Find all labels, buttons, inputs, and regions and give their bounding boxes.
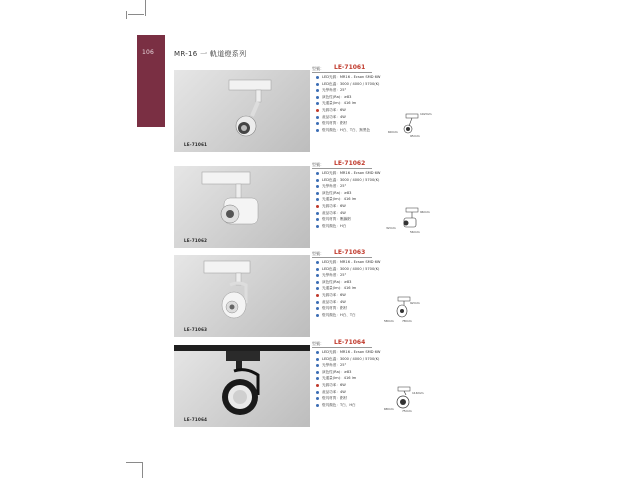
spec-label: LED光源 <box>322 75 337 79</box>
spec-value: 3000 / 4000 / 5700(K) <box>339 266 380 271</box>
page-number: 106 <box>142 49 155 56</box>
dimension-label: 56mm <box>410 230 420 234</box>
spec-value: 6W <box>339 292 346 297</box>
bullet-icon <box>316 261 319 264</box>
spec-label: 演色性(Ra) <box>322 94 341 99</box>
spec-label: LED色溫 <box>322 177 337 182</box>
spec-value: 3000 / 4000 / 5700(K) <box>339 356 380 361</box>
spec-label: 燈具顏色 <box>322 223 337 228</box>
spec-value: 壓鑄鋁 <box>339 217 351 222</box>
spec-value: 3000 / 4000 / 5700(K) <box>339 177 380 182</box>
spec-value: 416 lm <box>343 197 357 202</box>
spec-label: 演色性(Ra) <box>322 369 341 374</box>
photo-label: LE-71062 <box>184 238 208 243</box>
dimension-label: 102mm <box>420 112 432 116</box>
spec-item: 產品功率：4W <box>316 211 380 218</box>
product-photo <box>174 345 310 427</box>
dimension-label: 78mm <box>402 319 412 323</box>
spec-item: LED光源：MR16 - Ecson SMD 6W <box>316 171 380 178</box>
bullet-icon <box>316 129 319 132</box>
product-photo <box>174 70 310 152</box>
bullet-icon <box>316 397 319 400</box>
bullet-icon <box>316 89 319 92</box>
product-card <box>174 64 474 152</box>
spec-label: LED光源 <box>322 260 337 264</box>
bullet-icon <box>316 198 319 201</box>
spec-value: T白、H白 <box>339 402 356 407</box>
spec-item: 燈具顏色：H白、T白 <box>316 313 380 320</box>
spec-label: 演色性(Ra) <box>322 190 341 195</box>
spec-value: H白、T白、無黑色 <box>339 127 371 132</box>
spec-value: 3000 / 4000 / 5700(K) <box>339 81 380 86</box>
spec-label: 產品功率 <box>322 299 337 304</box>
spec-list <box>316 260 380 319</box>
spec-value: ≥83 <box>343 190 352 195</box>
spec-item: 燈具顏色：H白、T白、無黑色 <box>316 128 380 135</box>
crop-mark <box>145 0 146 16</box>
bullet-icon <box>316 274 319 277</box>
spec-value: 4W <box>339 114 346 119</box>
bullet-icon <box>316 96 319 99</box>
bullet-icon <box>316 192 319 195</box>
bullet-icon <box>316 205 319 208</box>
spec-label: LED色溫 <box>322 356 337 361</box>
spec-label: 光學角度 <box>322 88 337 93</box>
spec-item: LED色溫：3000 / 4000 / 5700(K) <box>316 178 380 185</box>
bullet-icon <box>316 371 319 374</box>
bullet-icon <box>316 109 319 112</box>
dimension-label: 60mm <box>388 130 398 134</box>
bullet-icon <box>316 185 319 188</box>
bullet-icon <box>316 294 319 297</box>
product-card <box>174 160 474 248</box>
dimension-label: 32mm <box>386 226 396 230</box>
spec-label: 光學角度 <box>322 184 337 189</box>
spec-value: MR16 - Ecson SMD 6W <box>339 171 381 175</box>
model-underline <box>312 72 372 73</box>
spec-item: 演色性(Ra)：≥83 <box>316 95 380 102</box>
bullet-icon <box>316 314 319 317</box>
spec-item: 光源功率：6W <box>316 204 380 211</box>
model-underline <box>312 168 372 169</box>
bullet-icon <box>316 76 319 79</box>
product-photo <box>174 255 310 337</box>
spec-item: 光學角度：25° <box>316 184 380 191</box>
spec-item: 產品功率：4W <box>316 390 380 397</box>
spec-value: 4W <box>339 299 346 304</box>
spec-label: LED色溫 <box>322 81 337 86</box>
spec-item: 演色性(Ra)：≥83 <box>316 370 380 377</box>
model-code: LE-71063 <box>334 249 366 256</box>
spec-value: 鋁材 <box>339 306 348 311</box>
bullet-icon <box>316 83 319 86</box>
spec-label: 產品功率 <box>322 114 337 119</box>
spec-item: 光源功率：6W <box>316 108 380 115</box>
spec-item: LED色溫：3000 / 4000 / 5700(K) <box>316 357 380 364</box>
spec-value: ≥83 <box>343 279 352 284</box>
spec-value: 鋁材 <box>339 121 348 126</box>
dimension-drawing <box>384 295 434 325</box>
bullet-icon <box>316 301 319 304</box>
model-prefix: 型號： <box>312 341 324 346</box>
spec-value: MR16 - Ecson SMD 6W <box>339 350 381 354</box>
bullet-icon <box>316 391 319 394</box>
spec-item: 光通量(lm)：416 lm <box>316 286 380 293</box>
spec-item: 光源功率：6W <box>316 383 380 390</box>
spec-item: 演色性(Ra)：≥83 <box>316 191 380 198</box>
spec-label: 光通量(lm) <box>322 376 341 381</box>
spec-label: 光通量(lm) <box>322 101 341 106</box>
model-prefix: 型號： <box>312 251 324 256</box>
spec-value: 鋁材 <box>339 396 348 401</box>
series-title: MR-16 一 軌道燈系列 <box>174 50 247 58</box>
crop-mark <box>126 462 142 463</box>
bullet-icon <box>316 212 319 215</box>
spec-item: LED色溫：3000 / 4000 / 5700(K) <box>316 267 380 274</box>
bullet-icon <box>316 384 319 387</box>
bullet-icon <box>316 404 319 407</box>
spec-label: 燈具顏色 <box>322 127 337 132</box>
dimension-label: 75mm <box>402 409 412 413</box>
spec-value: 25° <box>339 88 347 93</box>
spec-value: ≥83 <box>343 94 352 99</box>
spec-list <box>316 171 380 230</box>
spec-item: 光通量(lm)：416 lm <box>316 197 380 204</box>
spec-value: 6W <box>339 107 346 112</box>
spec-label: 燈具顏色 <box>322 402 337 407</box>
spec-item: 光學角度：25° <box>316 273 380 280</box>
bullet-icon <box>316 358 319 361</box>
photo-label: LE-71064 <box>184 417 208 422</box>
spec-item: LED光源：MR16 - Ecson SMD 6W <box>316 75 380 82</box>
spec-label: 光源功率 <box>322 382 337 387</box>
spec-label: 燈具材質 <box>322 121 337 126</box>
spec-label: 演色性(Ra) <box>322 279 341 284</box>
spec-value: ≥83 <box>343 369 352 374</box>
crop-mark <box>126 11 127 19</box>
bullet-icon <box>316 116 319 119</box>
model-code: LE-71062 <box>334 160 366 167</box>
spec-label: 光源功率 <box>322 107 337 112</box>
spec-label: LED光源 <box>322 350 337 354</box>
spec-value: 25° <box>339 184 347 189</box>
crop-mark <box>142 462 143 478</box>
product-photo <box>174 166 310 248</box>
spec-item: 光源功率：6W <box>316 293 380 300</box>
spec-label: 燈具材質 <box>322 396 337 401</box>
spec-label: 燈具顏色 <box>322 312 337 317</box>
spec-value: 416 lm <box>343 101 357 106</box>
spec-value: 25° <box>339 363 347 368</box>
spec-item: 光學角度：25° <box>316 88 380 95</box>
spec-item: 產品功率：4W <box>316 115 380 122</box>
product-card <box>174 339 474 427</box>
spec-item: 燈具顏色：T白、H白 <box>316 403 380 410</box>
dimension-label: 58mm <box>384 319 394 323</box>
spec-value: 25° <box>339 273 347 278</box>
spec-item: 光學角度：25° <box>316 363 380 370</box>
spec-label: 光源功率 <box>322 203 337 208</box>
model-code: LE-71061 <box>334 64 366 71</box>
bullet-icon <box>316 172 319 175</box>
spec-item: 演色性(Ra)：≥83 <box>316 280 380 287</box>
spec-value: MR16 - Ecson SMD 6W <box>339 75 381 79</box>
spec-item: 燈具顏色：H白 <box>316 224 380 231</box>
dimension-label: 68mm <box>384 407 394 411</box>
spec-label: 光學角度 <box>322 363 337 368</box>
dimension-drawing <box>384 206 434 236</box>
spec-label: 光通量(lm) <box>322 286 341 291</box>
bullet-icon <box>316 218 319 221</box>
spec-item: 光通量(lm)：416 lm <box>316 376 380 383</box>
bullet-icon <box>316 268 319 271</box>
spec-value: 4W <box>339 389 346 394</box>
bullet-icon <box>316 225 319 228</box>
model-prefix: 型號： <box>312 162 324 167</box>
bullet-icon <box>316 287 319 290</box>
bullet-icon <box>316 179 319 182</box>
spec-item: 產品功率：4W <box>316 300 380 307</box>
dimension-label: 96mm <box>420 210 430 214</box>
dimension-label: 95mm <box>410 134 420 138</box>
model-prefix: 型號： <box>312 66 324 71</box>
spec-item: LED色溫：3000 / 4000 / 5700(K) <box>316 82 380 89</box>
bullet-icon <box>316 351 319 354</box>
spec-label: 光通量(lm) <box>322 197 341 202</box>
spec-item: 燈具材質：鋁材 <box>316 121 380 128</box>
spec-value: H白、T白 <box>339 312 356 317</box>
bullet-icon <box>316 122 319 125</box>
spec-label: 光學角度 <box>322 273 337 278</box>
bullet-icon <box>316 307 319 310</box>
spec-label: LED光源 <box>322 171 337 175</box>
spec-item: 光通量(lm)：416 lm <box>316 101 380 108</box>
model-code: LE-71064 <box>334 339 366 346</box>
spec-label: 光源功率 <box>322 292 337 297</box>
dimension-drawing <box>384 110 434 140</box>
spec-label: 產品功率 <box>322 389 337 394</box>
model-underline <box>312 347 372 348</box>
spec-item: 燈具材質：壓鑄鋁 <box>316 217 380 224</box>
spec-list <box>316 75 380 134</box>
dimension-label: 116mm <box>412 391 424 395</box>
spec-value: H白 <box>339 223 347 228</box>
spec-value: 6W <box>339 382 346 387</box>
spec-item: LED光源：MR16 - Ecson SMD 6W <box>316 350 380 357</box>
spec-label: 產品功率 <box>322 210 337 215</box>
spec-label: LED色溫 <box>322 266 337 271</box>
spec-item: 燈具材質：鋁材 <box>316 396 380 403</box>
dimension-label: 92mm <box>410 301 420 305</box>
model-underline <box>312 257 372 258</box>
dimension-drawing <box>384 385 434 415</box>
spec-value: 416 lm <box>343 376 357 381</box>
crop-mark <box>128 14 144 15</box>
bullet-icon <box>316 281 319 284</box>
spec-value: 6W <box>339 203 346 208</box>
photo-label: LE-71063 <box>184 327 208 332</box>
spec-value: 416 lm <box>343 286 357 291</box>
spec-label: 燈具材質 <box>322 217 337 222</box>
product-card <box>174 249 474 337</box>
spec-label: 燈具材質 <box>322 306 337 311</box>
spec-value: 4W <box>339 210 346 215</box>
spec-list <box>316 350 380 409</box>
photo-label: LE-71061 <box>184 142 208 147</box>
spec-item: LED光源：MR16 - Ecson SMD 6W <box>316 260 380 267</box>
bullet-icon <box>316 364 319 367</box>
spec-item: 燈具材質：鋁材 <box>316 306 380 313</box>
bullet-icon <box>316 377 319 380</box>
spec-value: MR16 - Ecson SMD 6W <box>339 260 381 264</box>
bullet-icon <box>316 102 319 105</box>
